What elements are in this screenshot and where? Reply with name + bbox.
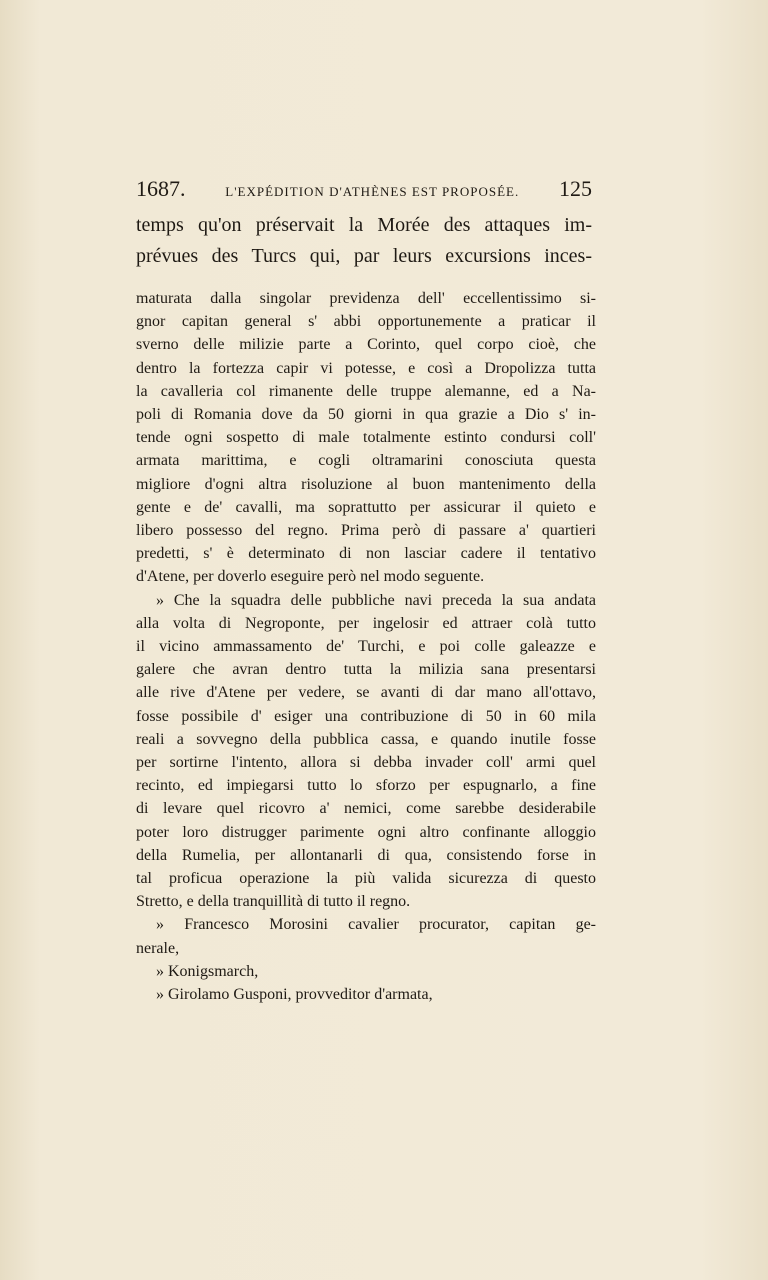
page-number: 125 bbox=[558, 176, 592, 201]
italian-line: nerale, bbox=[136, 939, 180, 957]
italian-line: della Rumelia, per allontanarli di qua, consistendo forse in bbox=[136, 846, 596, 864]
italian-line: d'Atene, per doverlo eseguire però nel modo seguente. bbox=[136, 568, 485, 586]
italian-line: reali a sovvegno della pubblica cassa, e quando inutile fosse bbox=[136, 730, 596, 748]
italian-line: gnor capitan general s' abbi opportunemente a praticar il bbox=[136, 313, 596, 331]
french-line: prévues des Turcs qui, par leurs excursions inces- bbox=[136, 245, 592, 267]
italian-line: fosse possibile d' esiger una contribuzione di 50 in 60 mila bbox=[136, 707, 596, 725]
italian-line: poter loro distrugger parimente ogni altro confinante alloggio bbox=[136, 823, 596, 841]
italian-line: Stretto, e della tranquillità di tutto il regno. bbox=[136, 893, 411, 911]
running-header bbox=[136, 176, 592, 202]
italian-line: » Francesco Morosini cavalier procurator, capitan ge- bbox=[156, 916, 596, 934]
italian-line: di levare quel ricovro a' nemici, come sarebbe desiderabile bbox=[136, 800, 596, 818]
italian-line: » Konigsmarch, bbox=[156, 962, 259, 980]
italian-line: recinto, ed impiegarsi tutto lo sforzo per espugnarlo, a fine bbox=[136, 777, 596, 795]
italian-line: per sortirne l'intento, allora si debba invader coll' armi quel bbox=[136, 754, 596, 772]
italian-line: alle rive d'Atene per vedere, se avanti di dar mano all'ottavo, bbox=[136, 684, 596, 702]
italian-line: armata marittima, e cogli oltramarini conosciuta questa bbox=[136, 452, 596, 470]
header-title: L'EXPÉDITION D'ATHÈNES EST PROPOSÉE. bbox=[225, 184, 520, 199]
italian-line: poli di Romania dove da 50 giorni in qua grazie a Dio s' in- bbox=[136, 406, 596, 424]
italian-line: tal proficua operazione la più valida sicurezza di questo bbox=[136, 870, 596, 888]
italian-line: migliore d'ogni altra risoluzione al buon mantenimento della bbox=[136, 475, 596, 493]
header-year: 1687. bbox=[136, 176, 186, 201]
italian-line: la cavalleria col rimanente delle truppe alemanne, ed a Na- bbox=[136, 382, 596, 400]
italian-line: » Girolamo Gusponi, provveditor d'armata, bbox=[156, 986, 433, 1004]
italian-line: il vicino ammassamento de' Turchi, e poi colle galeazze e bbox=[136, 638, 596, 656]
french-line: temps qu'on préservait la Morée des attaques im- bbox=[136, 214, 592, 236]
italian-line: tende ogni sospetto di male totalmente estinto condursi coll' bbox=[136, 429, 596, 447]
italian-line: gente e de' cavalli, ma soprattutto per assicurar il quieto e bbox=[136, 498, 596, 516]
italian-line: dentro la fortezza capir vi potesse, e così a Dropolizza tutta bbox=[136, 359, 596, 377]
italian-line: galere che avran dentro tutta la milizia sana presentarsi bbox=[136, 661, 596, 679]
italian-line: maturata dalla singolar previdenza dell' eccellentissimo si- bbox=[136, 290, 596, 307]
italian-line: predetti, s' è determinato di non lasciar cadere il tentativo bbox=[136, 545, 596, 563]
italian-line: alla volta di Negroponte, per ingelosir ed attraer colà tutto bbox=[136, 614, 596, 632]
italian-line: libero possesso del regno. Prima però di passare a' quartieri bbox=[136, 522, 596, 540]
italian-quotation bbox=[136, 287, 596, 1006]
italian-line: » Che la squadra delle pubbliche navi preceda la sua andata bbox=[156, 591, 596, 609]
italian-line: sverno delle milizie parte a Corinto, quel corpo cioè, che bbox=[136, 336, 596, 354]
french-paragraph bbox=[136, 210, 592, 272]
